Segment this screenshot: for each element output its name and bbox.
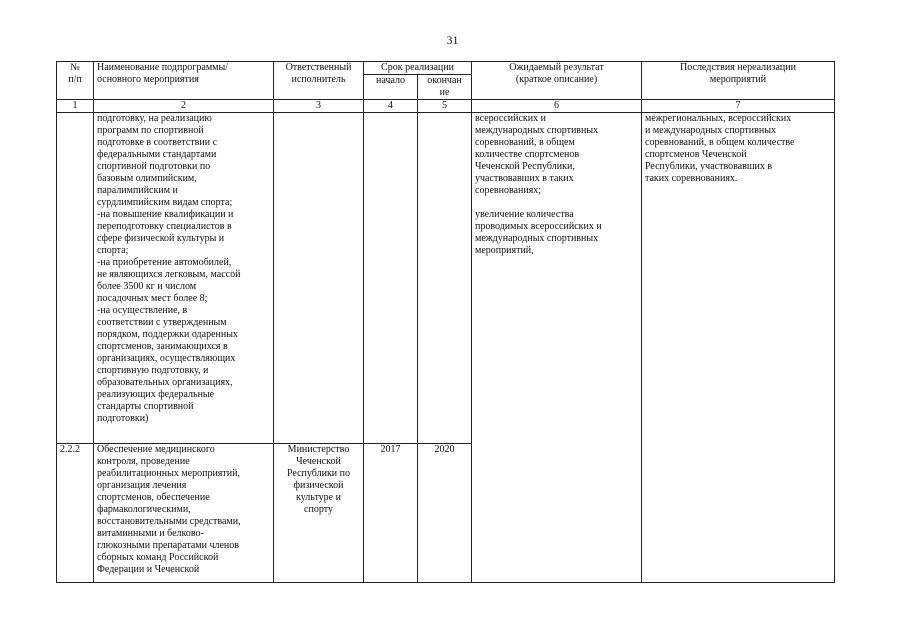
column-numbers-row <box>57 100 835 113</box>
text-line: глюкозными препаратами членов <box>97 540 240 551</box>
text-line: базовым олимпийским, <box>97 173 197 184</box>
text-line: Федерации и Чеченской <box>97 564 200 575</box>
text-line: культуре и <box>296 492 341 503</box>
text-line: Республики по <box>286 468 351 479</box>
text-line: проводимых всероссийских и <box>475 221 602 232</box>
row-consequences-cell <box>642 113 835 583</box>
text-line: реабилитационных мероприятий, <box>97 468 240 479</box>
column-number: 3 <box>274 100 364 113</box>
header-start: начало <box>364 75 418 100</box>
text-line: подготовку, на реализацию <box>97 113 212 124</box>
text-line: спортсменов Чеченской <box>645 149 747 160</box>
row-num-cell <box>57 113 94 444</box>
text-line: сборных команд Российской <box>97 552 219 563</box>
text-line: спорта; <box>97 245 129 256</box>
text-line: всероссийских и <box>475 113 546 124</box>
text-line: витаминными и белково- <box>97 528 204 539</box>
text-line: и международных спортивных <box>645 125 776 136</box>
row-num-cell: 2.2.2 <box>57 444 94 583</box>
text-line: -на приобретение автомобилей, <box>97 257 232 268</box>
text-line: подготовке в соответствии с <box>97 137 218 148</box>
text-line: организациях, осуществляющих <box>97 353 236 364</box>
header-end: окончан ие <box>418 75 472 100</box>
row-responsible-cell <box>274 444 364 583</box>
text-line: фармакологическими, <box>97 504 191 515</box>
text-line: Обеспечение медицинского <box>97 444 215 455</box>
text-line: спортсменов, обеспечение <box>97 492 210 503</box>
text-line <box>475 197 638 209</box>
text-line: количестве спортсменов <box>475 149 580 160</box>
text-line: паралимпийским и <box>97 185 178 196</box>
text-line: порядком, поддержки одаренных <box>97 329 238 340</box>
column-number: 4 <box>364 100 418 113</box>
text-line: физической <box>293 480 344 491</box>
header-name: Наименование подпрограммы/ основного мероприятия <box>94 62 274 100</box>
text-line: сурдлимпийским видам спорта; <box>97 197 233 208</box>
text-line: стандарты спортивной <box>97 401 194 412</box>
text-line: спорту <box>304 504 333 515</box>
text-line: программ по спортивной <box>97 125 204 136</box>
row-responsible-cell <box>274 113 364 444</box>
text-line: -на повышение квалификации и <box>97 209 234 220</box>
row-start-cell <box>364 113 418 444</box>
text-line: спортивную подготовку, и <box>97 365 209 376</box>
text-line: мероприятий, <box>475 245 534 256</box>
text-line: образовательных организациях, <box>97 377 233 388</box>
text-line: международных спортивных <box>475 125 599 136</box>
header-consequences: Последствия нереализации мероприятий <box>642 62 835 100</box>
column-number: 7 <box>642 100 835 113</box>
text-line: соревнованиях; <box>475 185 542 196</box>
text-line: таких соревнованиях. <box>645 173 738 184</box>
header-responsible: Ответственный исполнитель <box>274 62 364 100</box>
text-line: сфере физической культуры и <box>97 233 225 244</box>
text-line: реализующих федеральные <box>97 389 215 400</box>
text-line: посадочных мест более 8; <box>97 293 208 304</box>
text-line: восстановительными средствами, <box>97 516 241 527</box>
text-line: контроля, проведение <box>97 456 190 467</box>
text-line: международных спортивных <box>475 233 599 244</box>
header-term: Срок реализации <box>364 62 472 75</box>
header-result: Ожидаемый результат (краткое описание) <box>472 62 642 100</box>
text-line: переподготовку специалистов в <box>97 221 232 232</box>
row-result-cell <box>472 113 642 583</box>
measures-table <box>56 61 835 583</box>
text-line: Министерство <box>287 444 350 455</box>
page-number: 31 <box>446 33 459 47</box>
row-end-cell: 2020 <box>418 444 472 583</box>
row-end-cell <box>418 113 472 444</box>
text-line: участвовавших в таких <box>475 173 574 184</box>
column-number: 2 <box>94 100 274 113</box>
text-line: межрегиональных, всероссийских <box>645 113 792 124</box>
text-line: спортсменов, занимающихся в <box>97 341 228 352</box>
column-number: 6 <box>472 100 642 113</box>
header-num: № п/п <box>57 62 94 100</box>
row-name-cell <box>94 113 274 444</box>
text-line: Республики, участвовавших в <box>645 161 773 172</box>
table-row <box>57 113 835 444</box>
text-line: -на осуществление, в <box>97 305 188 316</box>
row-start-cell: 2017 <box>364 444 418 583</box>
text-line: спортивной подготовки по <box>97 161 211 172</box>
text-line: федеральными стандартами <box>97 149 217 160</box>
text-line: организация лечения <box>97 480 187 491</box>
text-line: соответствии с утвержденным <box>97 317 227 328</box>
row-name-cell <box>94 444 274 583</box>
text-line: не являющихся легковым, массой <box>97 269 241 280</box>
text-line: Чеченской <box>296 456 341 467</box>
text-line: Чеченской Республики, <box>475 161 575 172</box>
column-number: 1 <box>57 100 94 113</box>
column-number: 5 <box>418 100 472 113</box>
text-line: более 3500 кг и числом <box>97 281 197 292</box>
text-line: увеличение количества <box>475 209 574 220</box>
header-row <box>57 62 835 75</box>
text-line: соревнований, в общем <box>475 137 575 148</box>
text-line: подготовки) <box>97 413 149 424</box>
text-line: соревнований, в общем количестве <box>645 137 795 148</box>
